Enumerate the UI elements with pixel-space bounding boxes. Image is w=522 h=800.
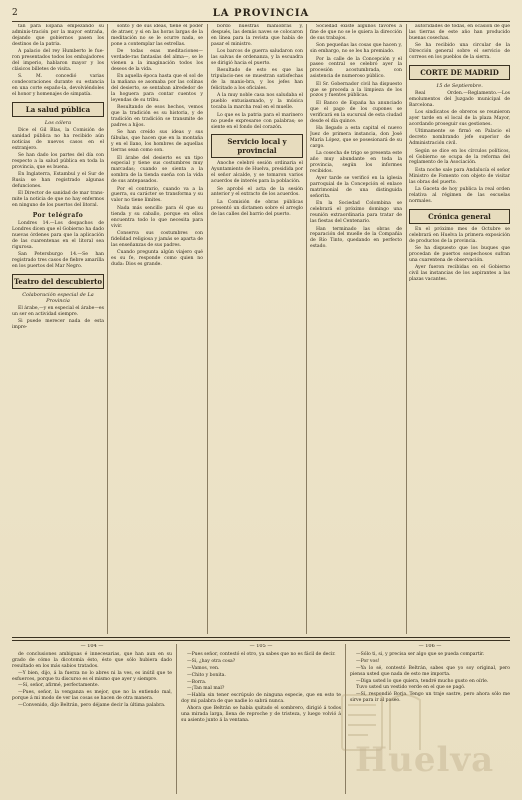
paragraph: tan para España empezando su adminis-tración por la mayor entraña, dejando que gobiernos pasen los destinos de la patria. <box>12 24 104 47</box>
paragraph: La cosecha de trigo se presenta este año muy abundante en toda la provincia, según los informes recibidos. <box>310 151 402 174</box>
watermark-text: Huelva <box>355 740 495 780</box>
paragraph: Conserva sus costumbres con fidelidad religiosa y jamás se aparta de las enseñanzas de sus padres. <box>111 230 203 248</box>
paragraph: Real Orden.—Reglamento.—Los emolumentos del Juzgado municipal de Barcelona. <box>409 90 510 108</box>
paragraph: —Borra. <box>187 679 207 685</box>
paragraph: Tuvo usted un vestido verde en el que se pagó. <box>356 685 466 691</box>
paragraph: —Habla sin tener escrúpulo de ninguna especie, que en esto te doy mi palabra de que nadie lo sabrá nunca. <box>181 693 341 705</box>
paragraph: Son pequeñas las cosas que hacen y, sin embargo, no se les ha premiado. <box>310 43 402 55</box>
paragraph: —Ya lo sé, contestó Beltrán, sabes que yo soy original, pero piensa usted que nada de esto me importa. <box>350 665 510 677</box>
section-heading-corte: CORTE DE MADRID <box>409 65 510 80</box>
paragraph: En la Sociedad Colombina se celebrará el próximo domingo una reunión extraordinaria para tratar de las fiestas del Centenario. <box>310 201 402 225</box>
paragraph: En Inglaterra, Estambul y el Sur de Rusia se han registrado algunas defunciones. <box>12 172 104 190</box>
column-rule <box>306 24 307 634</box>
folletin-rule <box>12 637 510 638</box>
paragraph: —Diga usted lo que quiera, tendré mucho gusto en oírle. <box>356 678 489 684</box>
paragraph: Resultado de esto es que las tripulacio-nes se muestran satisfechas de la manio-bra, y los jefes han felicitado a los oficiales. <box>211 68 303 92</box>
paragraph: Anoche celebró sesión ordinaria el Ayuntamiento de Huelva, presidida por el señor alcalde, y se tomaron varios acuerdos de interés para la población. <box>211 161 303 185</box>
paragraph: Esta noche sale para Andalucía el señor Ministro de Fomento con objeto de visitar las obras del puerto. <box>409 167 510 185</box>
column-3 <box>211 24 303 634</box>
paragraph: Resultando de esos hechos, vemos que la tradición es su historia, y de tradición en tradición se transmite de padres a hijos. <box>111 105 203 128</box>
folletin-column-2 <box>181 644 341 794</box>
paragraph: —Por vos! <box>356 658 380 664</box>
paragraph: Se han creído sus ideas y sus fábulas, que hacen que en la montaña y en el llano, los hombres de aquellas tierras sean como son. <box>111 130 203 154</box>
column-2 <box>111 24 203 634</box>
paragraph: sonto y de sus ideas, tiene el poder de atraer, y si en las horas largas de la meditación no se le ocurre nada, se pone a contemplar las estrellas. <box>111 24 203 47</box>
paragraph: Se ha dispuesto que los buques que procedan de puertos sospechosos sufran una cuarentena de observación. <box>409 245 510 263</box>
paragraph: A palacio del rey Humberto le fue-ron presentados todos los embajadores del imperio, hablaron mayor y los clásicos billetes de visita. <box>12 49 104 72</box>
paragraph: A la muy noble casa nos saludaba el pueblo entusiasmado, y la música tocaba la marcha real en el muelle. <box>211 93 303 111</box>
paragraph: Nada más sencillo para él que su tienda y su caballo, porque en ellos encuentra todo lo que necesita para vivir. <box>111 205 203 229</box>
section-subheading: Los cólera <box>44 119 72 126</box>
paragraph: El Sr. Gobernador civil ha dispuesto que se proceda a la limpieza de los pozos y fuentes públicas. <box>310 81 402 99</box>
page-number: 2 <box>12 8 18 18</box>
folletin-column-rule <box>345 644 346 794</box>
paragraph: Por el contrario, cuando va a la guerra, su carácter se transforma y su valor no tiene límites. <box>111 186 203 204</box>
paragraph: —Sí, respondió Borja. Tengo un traje sastre, pero ahora sólo me sirve para ir al paseo. <box>350 692 510 704</box>
paragraph: Los barcos de guerra saludaron con las salvas de ordenanza, y la escuadra se dirigió hacia el puerto. <box>211 49 303 66</box>
section-heading-cronica: Crónica general <box>409 209 510 224</box>
paragraph: autoridades de todas, en ocasión de que las tierras de este año han producido buenas cosechas. <box>409 24 510 41</box>
section-heading-salud: La salud pública <box>12 102 104 117</box>
folletin-page-number: — 105 — <box>249 644 273 649</box>
section-heading-teatro: Teatro del descubierto <box>12 274 104 289</box>
paragraph: Londres 14.—Los despachos de Londres dicen que el Gobierno ha dado nuevas órdenes para que la aplicación de las cuarentenas en el litoral sea rigurosa. <box>12 221 104 250</box>
section-subheading: Colaboración especial de La Provincia <box>22 291 94 304</box>
column-5 <box>409 24 510 634</box>
paragraph: El Director de sanidad de mar trans-mite la noticia de que no hay enfermos en ninguno de los puertos del litoral. <box>12 191 104 209</box>
paragraph: bordo nuestras maniobras y, después, las demás naves se colocaron en línea para la revista que había de pasar el ministro. <box>211 24 303 47</box>
paragraph: San Petersburgo 14.—Se han registrado tres casos de fiebre amarilla en los puertos del Mar Negro. <box>12 252 104 269</box>
paragraph: El árabe del desierto es un tipo especial y tiene sus costumbres muy marcadas; cuando se sienta a la sombra de la tienda sueña con la vida de sus antepasados. <box>111 155 203 185</box>
paragraph: Ayer fueron recibidas en el Gobierno civil las instancias de los aspirantes a las plazas vacantes. <box>409 265 510 282</box>
paragraph: Se aprobó el acta de la sesión anterior y el extracto de los acuerdos. <box>211 186 303 198</box>
column-4 <box>310 24 402 634</box>
paragraph: En aquella época hasta que el sol de la mañana se asomaba por las colinas del desierto, se sentaban alrededor de la hoguera para contar cuentos y leyendas de su tribu. <box>111 74 203 103</box>
paragraph: —¡Tan mal mal? <box>187 686 225 692</box>
paragraph: La Gaceta de hoy publica la real orden relativa al régimen de las escuelas normales. <box>409 187 510 204</box>
paragraph: Si puede merecer nada de esta impre- <box>12 319 104 331</box>
paragraph: La Comisión de obras públicas presentó un dictamen sobre el arreglo de las calles del barrio del puerto. <box>211 199 303 217</box>
paragraph: De todas esas meditaciones—verdade-ras fantasías del alma—, se le vienen a la imaginación todos los deseos de la vida. <box>111 49 203 72</box>
paragraph: El Banco de España ha anunciado que el pago de los cupones se verificará en la sucursal de esta ciudad desde el día quince. <box>310 100 402 124</box>
paragraph: —Sí, señor, afirmé, perfectamente. <box>18 683 100 689</box>
folletin-page-number: — 106 — <box>418 644 442 649</box>
header-rule <box>12 21 510 22</box>
folletin-column-1 <box>12 644 172 794</box>
paragraph: Por la calle de la Concepción y el paseo central se celebró ayer la procesión acostumbrada, con asistencia de numeroso público. <box>310 56 402 80</box>
paragraph: —Pues señor, contestó el otro, ya sabes que no es fácil de decir. <box>187 651 336 657</box>
paragraph: Se ha recibido una circular de la Dirección general sobre el servicio de correos en los pueblos de la sierra. <box>409 43 510 61</box>
folletin-column-rule <box>176 644 177 794</box>
paragraph: Han terminado las obras de reparación del muelle de la Compañía de Río Tinto, quedando en perfecto estado. <box>310 226 402 250</box>
paragraph: El árabe,—y en especial el árabe—es un ser en actividad siempre. <box>12 305 104 317</box>
masthead-title: LA PROVINCIA <box>212 7 310 19</box>
paragraph: Ahora que Beltrán se había quitado el sombrero, dirigió á todos una mirada larga, llena de reproche y de tristeza, y luego volvió á su asiento junto á la ventana. <box>181 706 341 723</box>
paragraph: —Chito y bonita. <box>187 672 226 678</box>
paragraph: Los sindicatos de obreros se reunieron ayer tarde en el local de la plaza Mayor, acordando proseguir sus gestiones. <box>409 110 510 127</box>
folletin-page-number: — 104 — <box>80 644 104 649</box>
paragraph: —Pues, señor, la venganza es mejor, que no la entiendo mal, porque á mi modo de ver las cosas se hacen de otra manera. <box>12 690 172 702</box>
telegraph-heading: Por telégrafo <box>32 212 84 220</box>
paragraph: Cuando pregunta algún viajero qué es su fe, responde como quien no duda: Dios es grande. <box>111 250 203 267</box>
paragraph: Ha llegado a esta capital el nuevo Juez de primera instancia, don José María López, que se posesionará de su cargo. <box>310 126 402 149</box>
paragraph: En el próximo mes de Octubre se celebrará en Huelva la primera exposición de productos de la provincia. <box>409 226 510 244</box>
section-heading-servicio: Servicio local y provincial <box>211 134 303 158</box>
folletin-rule <box>12 640 510 641</box>
paragraph: Ultimamente se firmó en Palacio el decreto nombrando jefe superior de Administración civil. <box>409 129 510 147</box>
paragraph: —Sólo ti, si, y precisa ser algo que se pueda compartir. <box>356 651 485 657</box>
paragraph: Se han dado los partes del día con respecto a la salud pública en toda la provincia, que es buena. <box>12 153 104 170</box>
paragraph: —Y bien, dijo, á la fuerza no lo abres ni la ves, es inútil que te esfuerces, porque tu discurso es el mismo que ayer y siempre. <box>12 670 172 682</box>
paragraph: de conclusiones ambiguas é innecesarias, que han aun en su grado de cómo la dicotomía ésto, ésto que sólo hubiera dado resultado en los más sabios tratados. <box>12 651 172 669</box>
paragraph: Lo que es la patria para el marinero no puede expresarse con palabras; se siente en el fondo del corazón. <box>211 112 303 130</box>
section-date: 15 de Septiembre. <box>436 82 483 89</box>
column-rule <box>107 24 108 634</box>
paragraph: Sociedad existe algunos favores a fine de que no se le quiera la dirección de sus trabajos. <box>310 24 402 41</box>
paragraph: —Si, ¿hay otra cosa? <box>187 658 236 664</box>
paragraph: Ayer tarde se verificó en la iglesia parroquial de la Concepción el enlace matrimonial de una distinguida señorita. <box>310 176 402 199</box>
column-rule <box>406 24 407 634</box>
paragraph: —Convenido, dijo Beltrán, pero déjame decir la última palabra. <box>18 703 166 709</box>
paragraph: —Vamos, ven. <box>187 665 220 671</box>
paragraph: Según se dice en los círculos políticos, el Gobierno se ocupa de la reforma del reglamento de la Asociación. <box>409 148 510 166</box>
page-header <box>12 6 510 20</box>
paragraph: Dice el Gil Blas, la Comisión de sanidad pública no ha recibido aún noticias de nuevos casos en el extranjero. <box>12 127 104 151</box>
paragraph: S. M. concedió varias condecoraciones durante su estancia en una corte españo-la, devolviéndoles el honor y homenajes de simpatía. <box>12 74 104 97</box>
column-rule <box>207 24 208 634</box>
column-1 <box>12 24 104 634</box>
